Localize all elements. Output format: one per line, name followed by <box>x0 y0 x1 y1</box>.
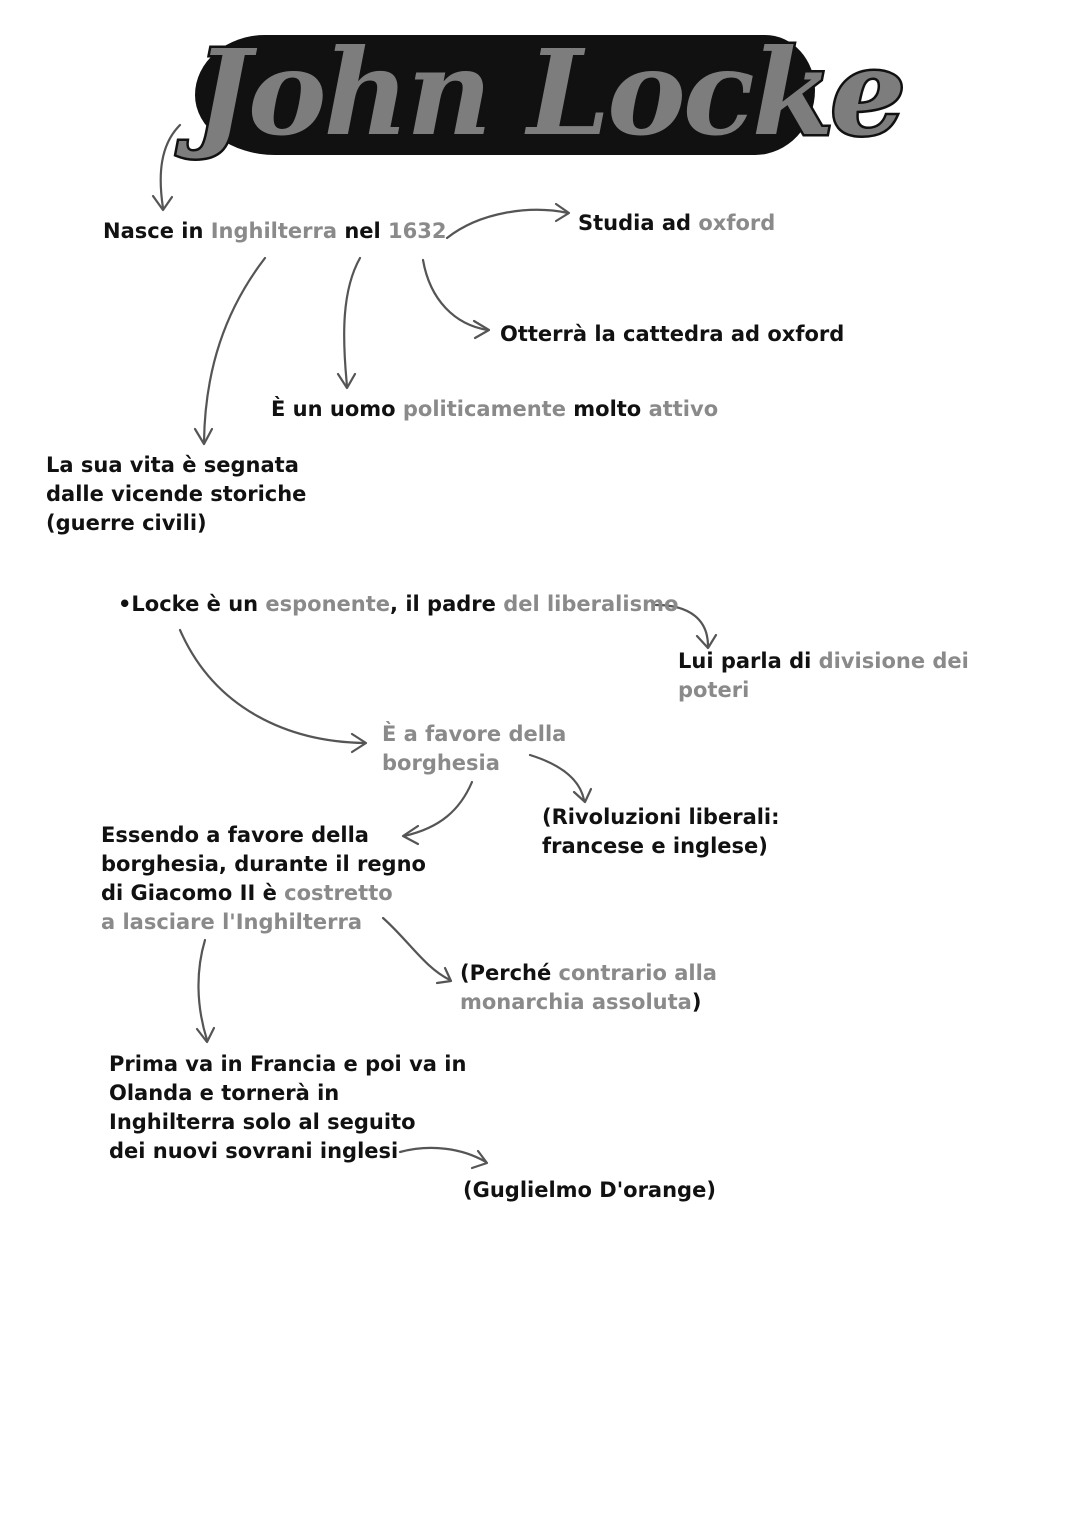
travel-line-1: Prima va in Francia e poi va in <box>109 1052 467 1076</box>
note-reason <box>460 959 717 1017</box>
revolutions-line-1: (Rivoluzioni liberali: <box>542 805 780 829</box>
arrow-born-to-political <box>338 258 360 388</box>
born-country: Inghilterra <box>210 219 338 243</box>
note-study <box>578 209 775 238</box>
arrow-born-to-life <box>195 258 265 444</box>
reason-close: ) <box>691 990 702 1014</box>
liberal-exponent: esponente <box>265 592 391 616</box>
life-line-1: La sua vita è segnata <box>46 453 299 477</box>
note-exile <box>101 821 426 937</box>
note-bourgeoisie <box>382 720 566 778</box>
note-born <box>103 217 447 246</box>
study-text: Studia ad <box>578 211 699 235</box>
note-life <box>46 451 306 538</box>
reason-monarchy: monarchia assoluta <box>460 990 692 1014</box>
liberal-text-2: , il padre <box>390 592 504 616</box>
page-title: John Locke <box>195 23 903 162</box>
travel-line-2: Olanda e tornerà in <box>109 1081 340 1105</box>
bourgeoisie-line-1: È a favore della <box>382 722 567 746</box>
powers-line-2: poteri <box>678 678 750 702</box>
note-travel <box>109 1050 466 1166</box>
political-word: politicamente <box>402 397 566 421</box>
reason-text: (Perché <box>460 961 559 985</box>
born-year: 1632 <box>388 219 447 243</box>
arrow-born-to-chair <box>423 260 489 338</box>
william-text: (Guglielmo D'orange) <box>463 1178 716 1202</box>
reason-contrary: contrario alla <box>558 961 717 985</box>
exile-line-2: borghesia, durante il regno <box>101 852 426 876</box>
note-chair <box>500 320 844 349</box>
powers-division: divisione dei <box>818 649 969 673</box>
political-active: attivo <box>648 397 719 421</box>
arrow-born-to-study <box>447 204 569 238</box>
arrow-exile-to-travel <box>197 940 214 1042</box>
political-text-2: molto <box>565 397 649 421</box>
note-william <box>463 1176 716 1205</box>
revolutions-line-2: francese e inglese) <box>542 834 768 858</box>
chair-text: Otterrà la cattedra ad oxford <box>500 322 845 346</box>
political-text-1: È un uomo <box>271 397 403 421</box>
note-revolutions <box>542 803 780 861</box>
born-text-1: Nasce in <box>103 219 211 243</box>
travel-line-3: Inghilterra solo al seguito <box>109 1110 416 1134</box>
note-liberalism <box>118 590 678 619</box>
life-line-2: dalle vicende storiche <box>46 482 307 506</box>
exile-line-3: di Giacomo II è <box>101 881 285 905</box>
liberal-word: del liberalismo <box>503 592 679 616</box>
liberal-text-1: •Locke è un <box>118 592 266 616</box>
note-powers <box>678 647 969 705</box>
note-political <box>271 395 718 424</box>
study-place: oxford <box>698 211 776 235</box>
powers-text: Lui parla di <box>678 649 819 673</box>
exile-forced: costretto <box>284 881 393 905</box>
arrow-liberal-to-bourgeoisie <box>180 630 366 752</box>
arrow-title-to-born <box>153 125 180 210</box>
exile-line-1: Essendo a favore della <box>101 823 369 847</box>
born-text-2: nel <box>337 219 389 243</box>
travel-line-4: dei nuovi sovrani inglesi <box>109 1139 399 1163</box>
life-line-3: (guerre civili) <box>46 511 207 535</box>
exile-line-4: a lasciare l'Inghilterra <box>101 910 363 934</box>
bourgeoisie-line-2: borghesia <box>382 751 500 775</box>
